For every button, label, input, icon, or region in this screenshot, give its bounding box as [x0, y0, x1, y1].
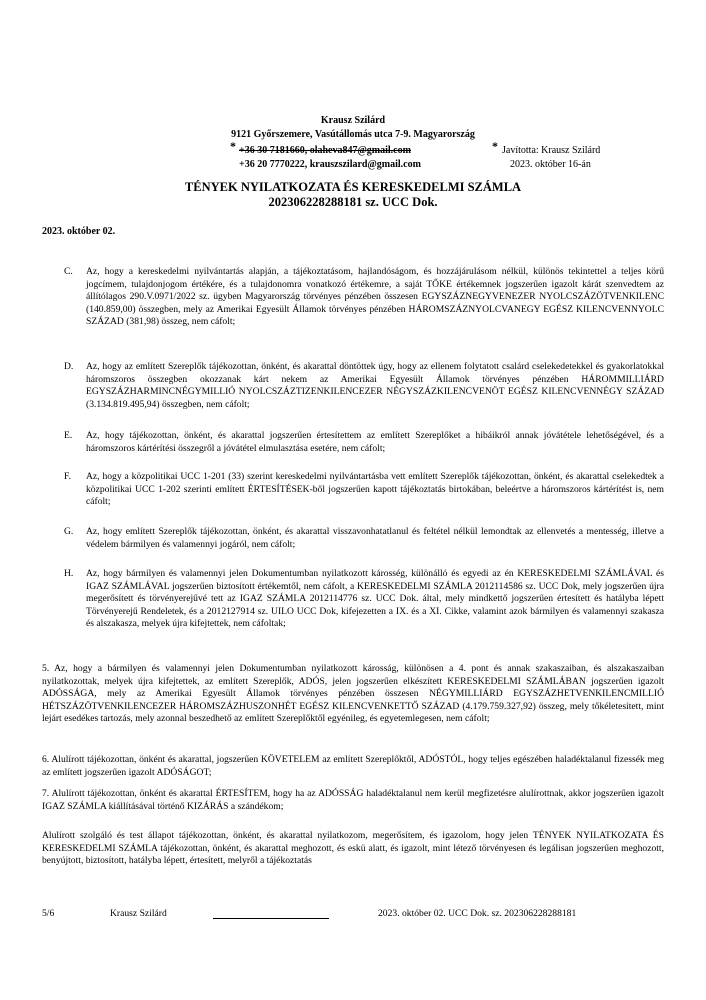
- new-contact: +36 20 7770222, krauszszilard@gmail.com: [239, 159, 421, 170]
- author-name: Krausz Szilárd: [320, 115, 386, 126]
- document-date: 2023. október 02.: [42, 226, 116, 237]
- item-letter: G.: [64, 526, 74, 537]
- footer-doc-ref: 2023. október 02. UCC Dok. sz. 202306228288181: [378, 908, 577, 919]
- item-letter: C.: [64, 266, 73, 277]
- footer-signer: Krausz Szilárd: [110, 908, 167, 919]
- paragraph-6: 6. Alulírott tájékozottan, önként és akarattal, jogszerűen KÖVETELEM az említett Szereplőktől, ADÓSTÓL, hogy teljes egészében haladéktalanul fizessék meg az említett jogszerűen igazolt ADÓSÁGOT;: [42, 754, 664, 778]
- item-text: Az, hogy bármilyen és valamennyi jelen Dokumentumban nyilatkozott károsség, különálló és egyedi az én KERESKEDELMI SZÁMLÁVAL és IGAZ SZÁMLÁVAL jogszerűen biztosított értékemtől, nem cáfolt, a KERESKEDELMI SZÁMLA 2012114586 sz. UCC Dok, mely jogszerűen újra megerősített és törvényerejűvé tett az IGAZ SZÁMLA 2012114776 sz. UCC Dok. által, mely mindkettő jogszerűen értesített és hatályba lépett Törvényerejű Rendeletek, és a 2012127914 sz. UILO UCC Dok, kifejezetten a IX. és a XI. Cikke, valamint azok bármilyen és valamennyi szakasza és alszakasza, melyek újra kifejtettek, nem cáfoltak;: [86, 568, 664, 629]
- list-item: [64, 266, 664, 329]
- closing-paragraph: Alulírott szolgáló és test állapot tájékozottan, önként, és akarattal nyilatkozom, megerősítem, és igazolom, hogy jelen TÉNYEK NYILATKOZATA ÉS KERESKEDELMI SZÁMLA tájékozottan, önként, és akarattal meghozott, és eskü alatt, és igazolt, mint létező törvényesen és legálisan jogszerűen meghozott, benyújtott, biztosított, hatályba lépett, értesített, melyről a tájékoztatás: [42, 830, 664, 866]
- correction-date: 2023. október 16-án: [510, 159, 591, 170]
- document-title: TÉNYEK NYILATKOZATA ÉS KERESKEDELMI SZÁMLA: [184, 180, 522, 194]
- old-contact-struck: +36 30 7181660, olaheva847@gmail.com: [239, 145, 411, 156]
- list-item: [64, 361, 664, 411]
- correction-marker-left: *: [230, 139, 236, 153]
- item-text: Az, hogy tájékozottan, önként, és akarattal jogszerűen értesítettem az említett Szereplőket a hibáikról annak jóvátétele lehetőségével, és a háromszoros kártérítési összegről a jóvátétel elmulasztása esetére, nem cáfolt;: [86, 430, 664, 454]
- signature-line: [213, 918, 329, 919]
- item-text: Az, hogy a közpolitikai UCC 1-201 (33) szerint kereskedelmi nyilvántartásba vett említett Szereplők tájékozottan, önként, és akarattal cselekedtek a közpolitikai UCC 1-202 szerinti említett ÉRTESÍTÉSEK-ből jogszerűen kapott tájékoztatás birtokában, beleértve a háromszoros kártérítést is, nem cáfolt;: [86, 471, 664, 507]
- list-item: [64, 471, 664, 509]
- paragraph-5: 5. Az, hogy a bármilyen és valamennyi jelen Dokumentumban nyilatkozott károsság, különösen a 4. pont és annak szakaszaiban, és alszakaszaiban nyilatkozottak, melyek újra kifejtettek, az említett Szereplők, ADÓS, jelen jogszerűen elkészített KERESKEDELMI SZÁMLÁBAN jogszerűen igazolt ADÓSSÁGA, mely az Amerikai Egyesült Államok törvényes pénzében összesen NÉGYMILLIÁRD EGYSZÁZHETVENKILENCMILLIÓ HÉTSZÁZÖTVENKILENCEZER HÁROMSZÁZHUSZONHÉT EGÉSZ KILENCVENKETTŐ SZÁZAD (4.179.759.327,92) összeg, mely tőkéletesített, mint lejárt esedékes tartozás, mely azonnal beszedhető az említett Szereplőktől egyénileg, és egyetemlegesen, nem cáfolt;: [42, 663, 664, 724]
- author-address: 9121 Győrszemere, Vasútállomás utca 7-9. Magyarország: [231, 129, 475, 140]
- list-item: [64, 526, 664, 551]
- corrected-by-note: Javította: Krausz Szilárd: [502, 145, 601, 156]
- item-letter: D.: [64, 361, 74, 372]
- item-text: Az, hogy említett Szereplők tájékozottan, önként, és akarattal visszavonhatatlanul és feltétel nélkül lemondtak az ellenvetés a mentesség, illetve a védelem bármilyen és valamennyi jogáról, nem cáfolt;: [86, 526, 664, 550]
- item-text: Az, hogy a kereskedelmi nyilvántartás alapján, a tájékoztatásom, hajlandóságom, és hozzájárulásom nélkül, különös tekintettel a teljes körű jogcímem, tulajdonjogom értékére, és a tulajdonomra vonatkozó értékemre, a saját TŐKE értékemnek jogszerűen igazolt kárát szenvedtem az állítólagos 290.V.0971/2022 sz. ügyben Magyarország törvényes pénzében összesen EGYSZÁZNEGYVENEZER NYOLCSZÁZÖTVENKILENC (140.859,00) összegben, mely az Amerikai Egyesült Államok törvényes pénzében HÁROMSZÁZNYOLCVANEGY EGÉSZ KILENCVENNYOLC SZÁZAD (381,98) összeg, nem cáfolt;: [86, 266, 664, 327]
- paragraph-7: 7. Alulírott tájékozottan, önként és akarattal ÉRTESÍTEM, hogy ha az ADÓSSÁG haladéktalanul nem kerül megfizetésre alulírottnak, akkor jogszerűen igazolt IGAZ SZÁMLA kiállításával történő KIZÁRÁS a szándékom;: [42, 788, 664, 812]
- page-number: 5/6: [42, 908, 55, 919]
- item-letter: F.: [64, 471, 71, 482]
- list-item: [64, 568, 664, 631]
- item-letter: E.: [64, 430, 73, 441]
- item-text: Az, hogy az említett Szereplők tájékozottan, önként, és akarattal döntöttek úgy, hogy az ellenem folytatott csalárd cselekedetekkel és gyakorlatokkal háromszoros összegben okozzanak kárt nekem az Amerikai Egyesült Államok törvényes pénzében HÁROMMILLIÁRD EGYSZÁZHARMINCNÉGYMILLIÓ NYOLCSZÁZTIZENKILENCEZER NÉGYSZÁZKILENCVENÖT EGÉSZ KILENCVENNÉGY SZÁZAD (3.134.819.495,94) összegben, nem cáfolt;: [86, 361, 664, 410]
- document-number: 202306228288181 sz. UCC Dok.: [268, 195, 438, 209]
- list-item: [64, 430, 664, 455]
- correction-marker-right: *: [492, 139, 498, 153]
- item-letter: H.: [64, 568, 74, 579]
